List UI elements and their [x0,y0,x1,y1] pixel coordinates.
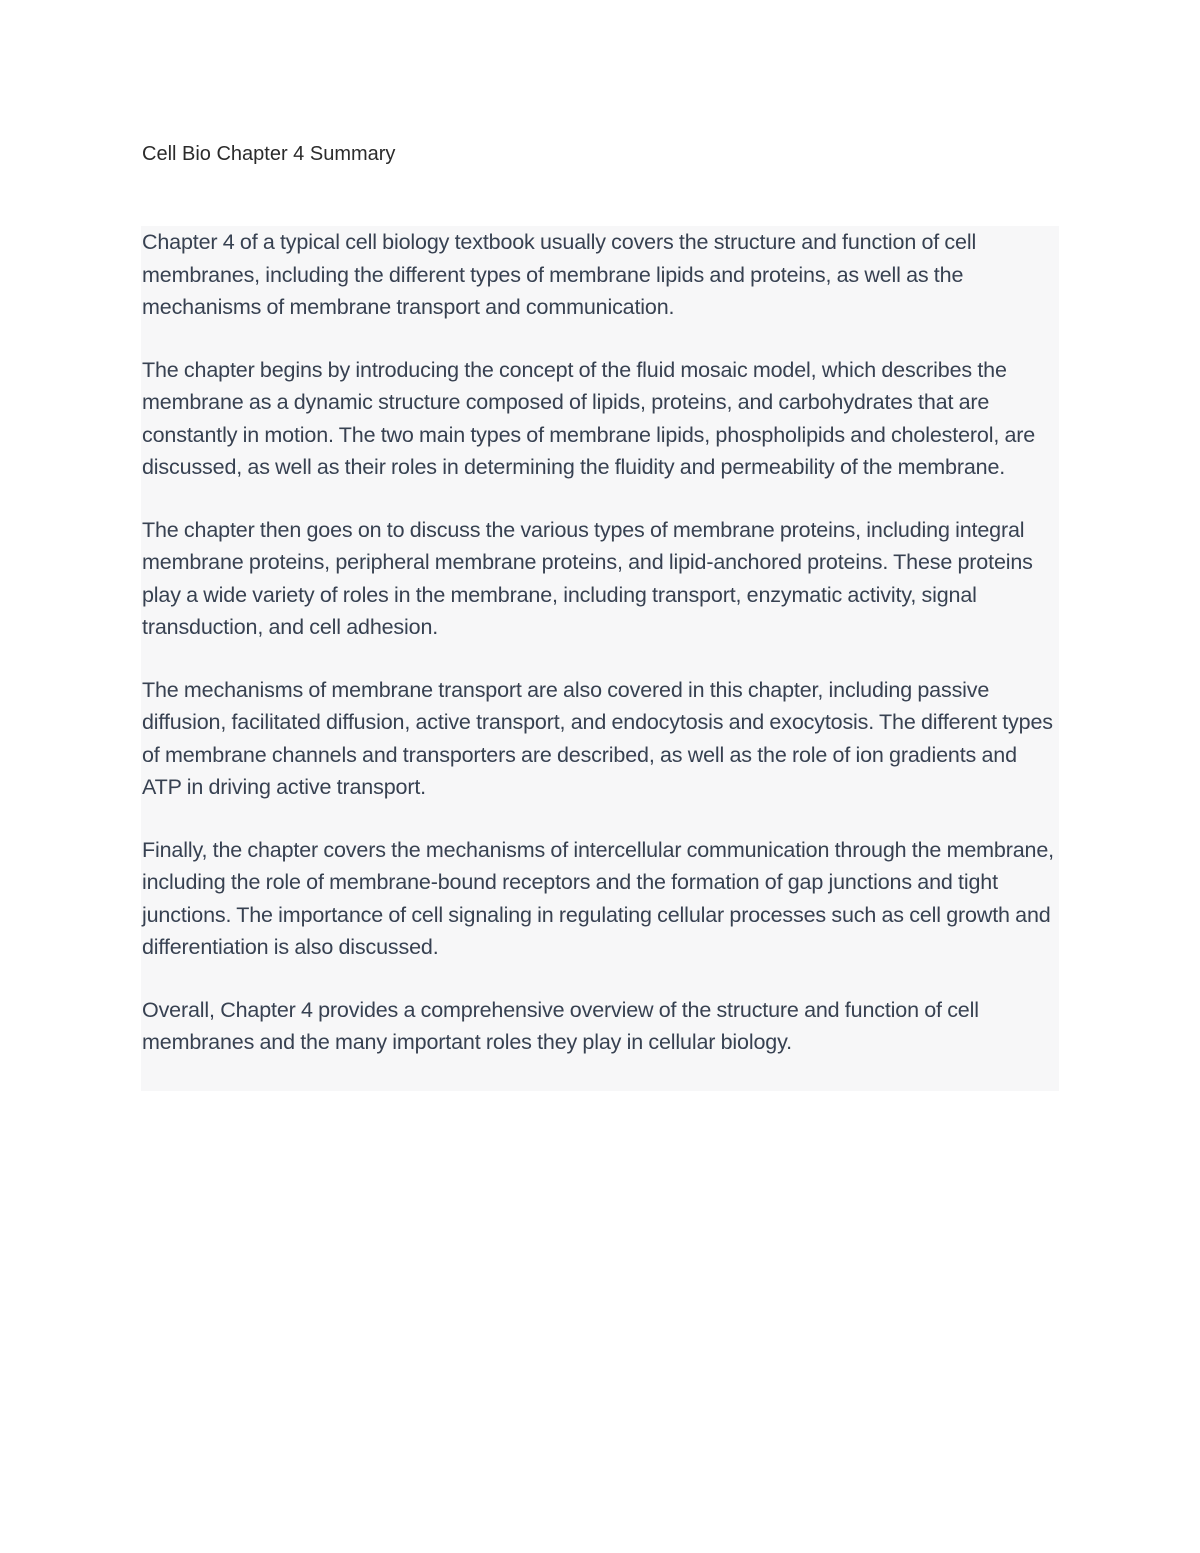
document-title: Cell Bio Chapter 4 Summary [142,143,396,165]
summary-paragraph-3: The chapter then goes on to discuss the various types of membrane proteins, including integral membrane proteins, peripheral membrane proteins, and lipid-anchored proteins. These proteins play a wide variety of roles in the membrane, including transport, enzymatic activity, signal transduction, and cell adhesion. [142,517,1033,639]
summary-paragraph-5: Finally, the chapter covers the mechanisms of intercellular communication through the membrane, including the role of membrane-bound receptors and the formation of gap junctions and tight junctions. The importance of cell signaling in regulating cellular processes such as cell growth and differentiation is also discussed. [142,837,1054,959]
summary-text-block [141,226,1059,1091]
summary-paragraph-6: Overall, Chapter 4 provides a comprehensive overview of the structure and function of cell membranes and the many important roles they play in cellular biology. [142,997,979,1054]
summary-paragraph-2: The chapter begins by introducing the concept of the fluid mosaic model, which describes the membrane as a dynamic structure composed of lipids, proteins, and carbohydrates that are constantly in motion. The two main types of membrane lipids, phospholipids and cholesterol, are discussed, as well as their roles in determining the fluidity and permeability of the membrane. [142,357,1036,479]
summary-paragraph-1: Chapter 4 of a typical cell biology textbook usually covers the structure and function of cell membranes, including the different types of membrane lipids and proteins, as well as the mechanisms of membrane transport and communication. [142,230,977,319]
summary-paragraph-4: The mechanisms of membrane transport are also covered in this chapter, including passive diffusion, facilitated diffusion, active transport, and endocytosis and exocytosis. The different types of membrane channels and transporters are described, as well as the role of ion gradients and ATP in driving active transport. [142,677,1053,799]
